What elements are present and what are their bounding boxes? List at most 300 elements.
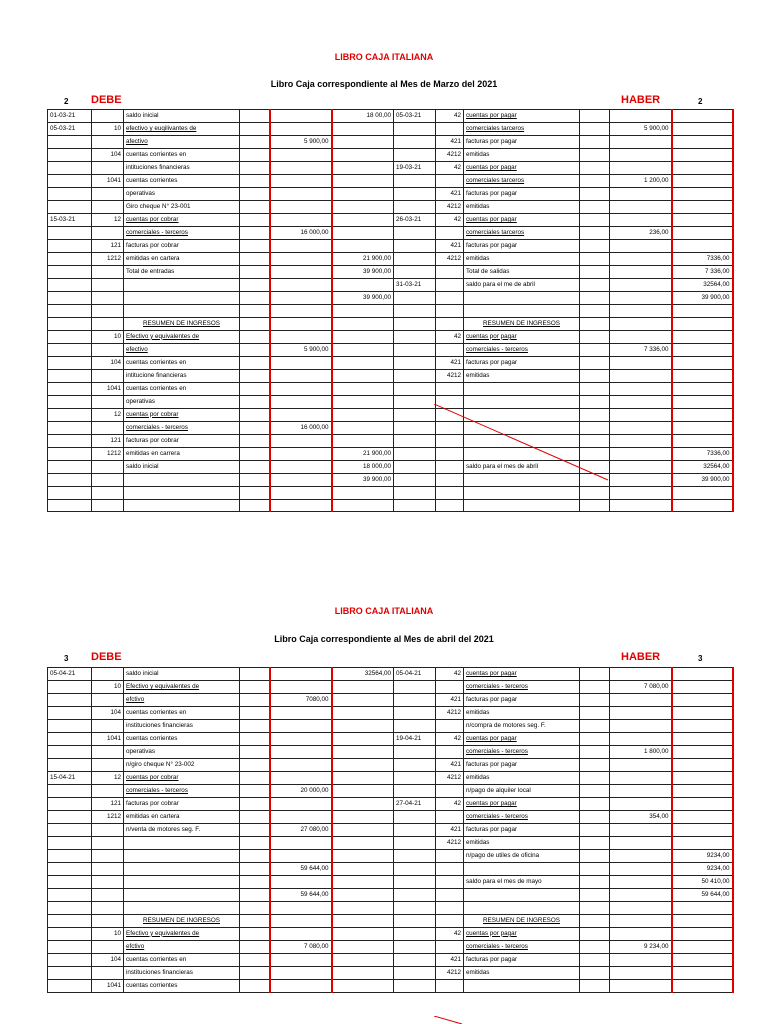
debit-total-cell (332, 330, 394, 343)
date-cell (394, 434, 436, 447)
credit-total-cell (672, 720, 733, 733)
account-cell: saldo para el me de abril (464, 279, 580, 292)
credit-cell (610, 850, 672, 863)
credit-total-cell (672, 746, 733, 759)
credit-total-cell (672, 330, 733, 343)
account-cell: operativas (124, 188, 240, 201)
code-cell: 421 (436, 953, 464, 966)
credit-cell (610, 279, 672, 292)
blank-cell (240, 343, 270, 356)
blank-cell (240, 824, 270, 837)
debit-cell (270, 110, 332, 123)
account-cell: efctivo (124, 694, 240, 707)
blank-cell (240, 395, 270, 408)
account-cell (124, 279, 240, 292)
blank-cell (240, 473, 270, 486)
account-cell: saldo inicial (124, 668, 240, 681)
account-cell: comerciales tarceros (464, 123, 580, 136)
date-cell (394, 914, 436, 927)
credit-total-cell (672, 707, 733, 720)
debit-total-cell (332, 914, 394, 927)
date-cell (48, 940, 92, 953)
credit-total-cell: 9234,00 (672, 863, 733, 876)
ledger-row (48, 759, 733, 772)
debit-cell (270, 214, 332, 227)
blank-cell (240, 136, 270, 149)
ledger-row (48, 733, 733, 746)
debit-cell (270, 447, 332, 460)
ledger-row (48, 188, 733, 201)
blank-cell (240, 876, 270, 889)
date-cell (48, 330, 92, 343)
debit-total-cell (332, 499, 394, 512)
code-cell (436, 746, 464, 759)
debit-total-cell (332, 889, 394, 902)
account-cell (124, 876, 240, 889)
debit-total-cell (332, 408, 394, 421)
date-cell (394, 149, 436, 162)
credit-cell (610, 863, 672, 876)
code-cell (436, 305, 464, 318)
debit-cell (270, 499, 332, 512)
ledger-row (48, 850, 733, 863)
blank-cell (580, 850, 610, 863)
code-cell: 42 (436, 330, 464, 343)
blank-cell (240, 330, 270, 343)
code-cell (436, 914, 464, 927)
debit-total-cell (332, 979, 394, 992)
code-cell (436, 486, 464, 499)
account-cell: facturas por pagar (464, 188, 580, 201)
blank-cell (240, 421, 270, 434)
ledger-row (48, 408, 733, 421)
credit-total-cell (672, 798, 733, 811)
code-cell (436, 681, 464, 694)
debit-cell (270, 953, 332, 966)
debit-total-cell (332, 876, 394, 889)
credit-total-cell (672, 408, 733, 421)
credit-total-cell (672, 317, 733, 330)
blank-cell (240, 266, 270, 279)
blank-cell (580, 940, 610, 953)
sheet1-cancel-diagonal (434, 404, 609, 482)
blank-cell (240, 305, 270, 318)
code-cell: 42 (436, 214, 464, 227)
code-cell (436, 850, 464, 863)
account-cell: emitidas (464, 149, 580, 162)
credit-total-cell (672, 966, 733, 979)
debit-total-cell (332, 188, 394, 201)
account-cell: efectivo (124, 343, 240, 356)
credit-cell (610, 421, 672, 434)
blank-cell (240, 356, 270, 369)
blank-cell (580, 785, 610, 798)
credit-total-cell (672, 343, 733, 356)
date-cell (48, 369, 92, 382)
debit-cell (270, 382, 332, 395)
date-cell (394, 266, 436, 279)
credit-total-cell (672, 902, 733, 915)
debit-cell (270, 305, 332, 318)
date-cell (48, 188, 92, 201)
ledger-row (48, 837, 733, 850)
date-cell: 15-04-21 (48, 772, 92, 785)
debit-cell (270, 253, 332, 266)
date-cell (48, 681, 92, 694)
credit-cell (610, 162, 672, 175)
ledger-row (48, 279, 733, 292)
date-cell (394, 227, 436, 240)
code-cell (92, 785, 124, 798)
credit-total-cell (672, 227, 733, 240)
code-cell (92, 188, 124, 201)
code-cell (92, 343, 124, 356)
debit-total-cell (332, 279, 394, 292)
ledger-row (48, 292, 733, 305)
date-cell (394, 759, 436, 772)
code-cell (436, 720, 464, 733)
debit-total-cell (332, 240, 394, 253)
credit-cell (610, 953, 672, 966)
date-cell (48, 746, 92, 759)
account-cell: instituciones financieras (124, 720, 240, 733)
debit-cell (270, 330, 332, 343)
ledger-row (48, 317, 733, 330)
debit-total-cell (332, 175, 394, 188)
debit-cell (270, 798, 332, 811)
sheet1-ledger-table (47, 109, 734, 512)
ledger-row (48, 979, 733, 992)
date-cell (48, 175, 92, 188)
code-cell (436, 499, 464, 512)
debit-cell: 59 644,00 (270, 863, 332, 876)
debit-total-cell (332, 149, 394, 162)
code-cell: 121 (92, 434, 124, 447)
account-cell: saldo para el mes de mayo (464, 876, 580, 889)
date-cell (394, 785, 436, 798)
account-cell: cuentas por pagar (464, 668, 580, 681)
sheet2-subtitle: Libro Caja correspondiente al Mes de abril del 2021 (274, 634, 494, 644)
code-cell: 121 (92, 798, 124, 811)
debit-total-cell: 39 900,00 (332, 266, 394, 279)
code-cell (92, 305, 124, 318)
credit-total-cell (672, 434, 733, 447)
blank-cell (580, 214, 610, 227)
account-cell: Total de salidas (464, 266, 580, 279)
code-cell (92, 694, 124, 707)
code-cell (92, 668, 124, 681)
code-cell: 42 (436, 110, 464, 123)
account-cell: comerciales - terceros (464, 940, 580, 953)
credit-cell (610, 707, 672, 720)
debit-cell (270, 473, 332, 486)
debit-total-cell (332, 305, 394, 318)
date-cell: 26-03-21 (394, 214, 436, 227)
date-cell (48, 876, 92, 889)
credit-total-cell (672, 927, 733, 940)
credit-total-cell (672, 421, 733, 434)
debit-total-cell (332, 785, 394, 798)
ledger-row (48, 927, 733, 940)
credit-total-cell: 7 336,00 (672, 266, 733, 279)
ledger-row (48, 240, 733, 253)
blank-cell (580, 175, 610, 188)
account-cell: comerciales - terceros (124, 227, 240, 240)
code-cell: 1212 (92, 253, 124, 266)
debit-cell (270, 369, 332, 382)
account-cell (464, 863, 580, 876)
credit-cell (610, 356, 672, 369)
account-cell: operativas (124, 395, 240, 408)
account-cell (124, 850, 240, 863)
account-cell: emitidas en cartera (124, 253, 240, 266)
debit-total-cell (332, 434, 394, 447)
date-cell (48, 707, 92, 720)
ledger-row (48, 434, 733, 447)
debit-cell: 5 900,00 (270, 343, 332, 356)
sheet1-page-right: 2 (698, 97, 703, 106)
ledger-row (48, 668, 733, 681)
account-cell: facturas por pagar (464, 136, 580, 149)
blank-cell (580, 953, 610, 966)
code-cell: 4212 (436, 707, 464, 720)
date-cell (48, 201, 92, 214)
credit-cell: 5 900,00 (610, 123, 672, 136)
code-cell: 4212 (436, 201, 464, 214)
account-cell: Efectivo y equivalentes de (124, 330, 240, 343)
account-cell: instituciones financieras (124, 966, 240, 979)
code-cell: 4212 (436, 966, 464, 979)
ledger-row (48, 395, 733, 408)
credit-cell (610, 188, 672, 201)
debit-cell (270, 966, 332, 979)
date-cell: 05-03-21 (394, 110, 436, 123)
date-cell (48, 720, 92, 733)
credit-cell (610, 447, 672, 460)
account-cell (124, 889, 240, 902)
debit-total-cell (332, 927, 394, 940)
account-cell: comerciales tarceros (464, 227, 580, 240)
account-cell: RESUMEN DE INGRESOS (124, 914, 240, 927)
credit-cell (610, 266, 672, 279)
credit-cell (610, 317, 672, 330)
ledger-row (48, 473, 733, 486)
account-cell (464, 499, 580, 512)
date-cell (48, 889, 92, 902)
date-cell (48, 149, 92, 162)
debit-cell (270, 681, 332, 694)
blank-cell (240, 811, 270, 824)
code-cell (436, 292, 464, 305)
date-cell (394, 356, 436, 369)
date-cell (48, 863, 92, 876)
account-cell: emitidas (464, 201, 580, 214)
debit-cell (270, 720, 332, 733)
debit-cell (270, 927, 332, 940)
blank-cell (580, 979, 610, 992)
ledger-row (48, 343, 733, 356)
code-cell (92, 486, 124, 499)
date-cell (48, 305, 92, 318)
date-cell (48, 395, 92, 408)
ledger-row (48, 707, 733, 720)
date-cell (48, 473, 92, 486)
code-cell (436, 902, 464, 915)
credit-cell (610, 785, 672, 798)
debit-cell: 16 000,00 (270, 421, 332, 434)
account-cell (464, 889, 580, 902)
ledger-row (48, 356, 733, 369)
code-cell: 4212 (436, 369, 464, 382)
code-cell (92, 317, 124, 330)
debit-cell (270, 356, 332, 369)
blank-cell (240, 214, 270, 227)
account-cell (464, 305, 580, 318)
code-cell (92, 876, 124, 889)
account-cell: intitucione financieras (124, 369, 240, 382)
debit-total-cell: 21 900,00 (332, 253, 394, 266)
code-cell: 1041 (92, 733, 124, 746)
debit-cell (270, 850, 332, 863)
credit-cell (610, 253, 672, 266)
account-cell: cuentas corrientes en (124, 707, 240, 720)
sheet2-title: LIBRO CAJA ITALIANA (334, 606, 434, 616)
credit-cell (610, 110, 672, 123)
debit-cell (270, 292, 332, 305)
credit-total-cell (672, 668, 733, 681)
credit-cell (610, 473, 672, 486)
ledger-row (48, 876, 733, 889)
blank-cell (240, 889, 270, 902)
debit-total-cell (332, 811, 394, 824)
account-cell: cuentas por cobrar (124, 214, 240, 227)
date-cell (394, 473, 436, 486)
ledger-row (48, 136, 733, 149)
blank-cell (240, 863, 270, 876)
account-cell: cuentas corrientes (124, 175, 240, 188)
date-cell (48, 694, 92, 707)
account-cell: facturas por pagar (464, 953, 580, 966)
blank-cell (580, 253, 610, 266)
credit-cell: 7 336,00 (610, 343, 672, 356)
debit-cell (270, 149, 332, 162)
blank-cell (580, 720, 610, 733)
date-cell (48, 953, 92, 966)
code-cell: 1041 (92, 175, 124, 188)
date-cell (394, 486, 436, 499)
debit-cell: 27 080,00 (270, 824, 332, 837)
debit-cell (270, 486, 332, 499)
ledger-row (48, 694, 733, 707)
date-cell: 01-03-21 (48, 110, 92, 123)
code-cell: 42 (436, 162, 464, 175)
debit-cell (270, 201, 332, 214)
credit-cell (610, 720, 672, 733)
date-cell (394, 850, 436, 863)
blank-cell (580, 162, 610, 175)
credit-total-cell (672, 772, 733, 785)
debit-total-cell: 21 900,00 (332, 447, 394, 460)
code-cell: 4212 (436, 772, 464, 785)
date-cell (48, 966, 92, 979)
debit-cell: 59 644,00 (270, 889, 332, 902)
credit-cell (610, 214, 672, 227)
date-cell (394, 694, 436, 707)
blank-cell (240, 486, 270, 499)
code-cell: 421 (436, 356, 464, 369)
sheet2-haber-label: HABER (621, 651, 661, 663)
code-cell (92, 162, 124, 175)
blank-cell (580, 707, 610, 720)
code-cell: 121 (92, 240, 124, 253)
code-cell: 104 (92, 953, 124, 966)
debit-cell: 5 900,00 (270, 136, 332, 149)
date-cell (394, 201, 436, 214)
sheet1-page-left: 2 (64, 97, 69, 106)
account-cell: cuentas corrientes en (124, 382, 240, 395)
code-cell (436, 863, 464, 876)
blank-cell (580, 889, 610, 902)
credit-total-cell: 39 900,00 (672, 473, 733, 486)
blank-cell (240, 902, 270, 915)
blank-cell (240, 979, 270, 992)
date-cell (394, 123, 436, 136)
code-cell: 104 (92, 149, 124, 162)
blank-cell (580, 292, 610, 305)
debit-total-cell (332, 798, 394, 811)
credit-cell (610, 330, 672, 343)
credit-total-cell: 32564,00 (672, 279, 733, 292)
credit-total-cell (672, 499, 733, 512)
date-cell: 27-04-21 (394, 798, 436, 811)
credit-cell (610, 979, 672, 992)
ledger-row (48, 214, 733, 227)
sheet2-page-right: 3 (698, 654, 703, 663)
credit-cell (610, 798, 672, 811)
date-cell (48, 408, 92, 421)
ledger-row (48, 499, 733, 512)
credit-cell (610, 240, 672, 253)
blank-cell (580, 369, 610, 382)
blank-cell (240, 733, 270, 746)
account-cell: cuentas corrientes en (124, 149, 240, 162)
credit-total-cell (672, 188, 733, 201)
account-cell: cuentas por cobrar (124, 772, 240, 785)
code-cell (92, 824, 124, 837)
debit-total-cell (332, 966, 394, 979)
blank-cell (580, 772, 610, 785)
date-cell (48, 785, 92, 798)
account-cell: cuentas por pagar (464, 798, 580, 811)
account-cell: comerciales - terceros (124, 421, 240, 434)
debit-total-cell: 18 00,00 (332, 110, 394, 123)
credit-cell (610, 914, 672, 927)
ledger-row (48, 940, 733, 953)
debit-total-cell: 32564,00 (332, 668, 394, 681)
code-cell: 4212 (436, 837, 464, 850)
code-cell: 421 (436, 694, 464, 707)
date-cell (48, 837, 92, 850)
ledger-row (48, 149, 733, 162)
code-cell (436, 382, 464, 395)
debit-cell (270, 460, 332, 473)
credit-cell (610, 694, 672, 707)
blank-cell (580, 746, 610, 759)
credit-cell (610, 408, 672, 421)
code-cell: 1212 (92, 811, 124, 824)
code-cell (92, 966, 124, 979)
credit-total-cell (672, 395, 733, 408)
